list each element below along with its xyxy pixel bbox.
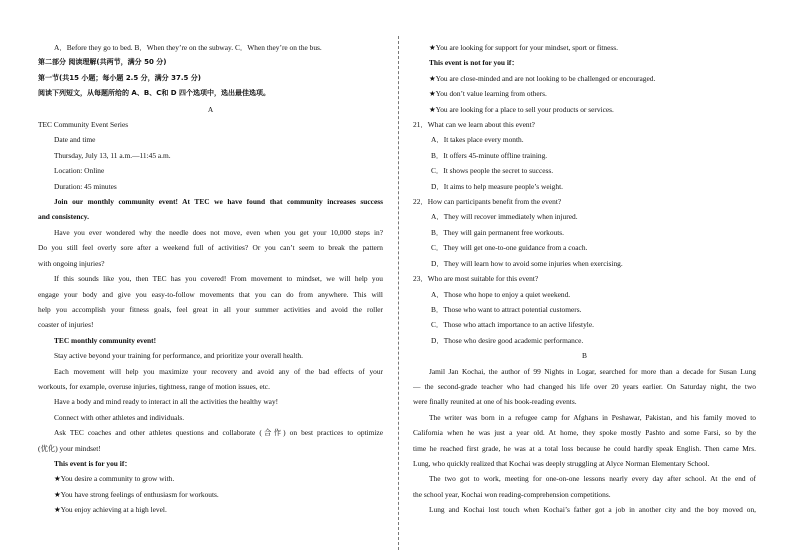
event-date: Thursday, July 13, 11 a.m.—11:45 a.m. bbox=[54, 150, 171, 160]
event-location: Location: Online bbox=[54, 166, 105, 176]
q21-option: B．It offers 45-minute offline training. bbox=[431, 150, 548, 160]
passage-letter-a: A bbox=[207, 104, 214, 114]
event-duration: Duration: 45 minutes bbox=[54, 181, 117, 191]
benefit-line-4: Connect with other athletes and individuals. bbox=[54, 412, 185, 422]
monthly-event-heading: TEC monthly community event! bbox=[54, 335, 157, 345]
q23-option: A．Those who hope to enjoy a quiet weekend. bbox=[431, 289, 571, 299]
q23-option: D．Those who desire good academic performance. bbox=[431, 335, 584, 345]
q21-option: C．It shows people the secret to success. bbox=[431, 166, 554, 176]
para2-line1: If this sounds like you, then TEC has you covered! From movement to mindset, we will help you bbox=[54, 274, 383, 284]
passage-letter-b: B bbox=[582, 351, 587, 361]
q22-option: D．They will learn how to avoid some injuries when exercising. bbox=[431, 258, 623, 268]
benefit-line-2a: Each movement will help you maximize your recovery and avoid any of the bad effects of your bbox=[54, 366, 383, 376]
passage-b-line: Lung and Kochai lost touch when Kochai’s father got a job in another city and the boy moved on, bbox=[429, 505, 756, 515]
section-one-heading: 第一节(共15 小题；每小题 2.5 分，满分 37.5 分) bbox=[38, 73, 201, 82]
part-two-heading: 第二部分 阅读理解(共两节，满分 50 分) bbox=[38, 58, 167, 67]
for-you-item: ★You are looking for support for your mindset, sport or fitness. bbox=[429, 43, 618, 52]
benefit-line-5a: Ask TEC coaches and other athletes questions and collaborate (合作) on best practices to optimize bbox=[54, 428, 383, 438]
for-you-heading: This event is for you if： bbox=[54, 458, 132, 468]
passage-b-line: were finally reunited at one of his book-reading events. bbox=[413, 397, 577, 407]
previous-question-options: A．Before they go to bed. B．When they’re on the subway. C．When they’re on the bus. bbox=[54, 43, 322, 52]
q21-option: A．It takes place every month. bbox=[431, 135, 524, 145]
passage-b-line: — the second-grade teacher who had changed his life over 20 years earlier. On Saturday night, the two bbox=[413, 381, 756, 391]
passage-b-line: the school year, Kochai won reading-comprehension competitions. bbox=[413, 489, 611, 499]
para1-line2: Do you still feel overly sore after a weekend full of activities? Or you can’t seem to break the pattern bbox=[38, 243, 383, 253]
passage-b-line: time he reached first grade, he was at a total loss because he could hardly speak English. Then came Mrs. bbox=[413, 443, 756, 453]
passage-b-line: California when he was just a year old. At home, they spoke mostly Pashto and some Farsi, so by the bbox=[413, 428, 756, 438]
join-line-2: and consistency. bbox=[38, 212, 89, 222]
question-23: 23．Who are most suitable for this event? bbox=[413, 274, 539, 284]
not-for-you-item: ★You don’t value learning from others. bbox=[429, 89, 547, 99]
q23-option: B．Those who want to attract potential customers. bbox=[431, 304, 582, 314]
benefit-line-1: Stay active beyond your training for performance, and prioritize your overall health. bbox=[54, 351, 303, 361]
date-heading: Date and time bbox=[54, 135, 96, 145]
para1-line1: Have you ever wondered why the needle does not move, even when you get your 10,000 steps in? bbox=[54, 227, 383, 237]
not-for-you-item: ★You are close-minded and are not looking to be challenged or encouraged. bbox=[429, 73, 656, 83]
q21-option: D．It aims to help measure people’s weight. bbox=[431, 181, 563, 191]
benefit-line-3: Have a body and mind ready to interact in all the activities the healthy way! bbox=[54, 397, 279, 407]
passage-b-line: The two got to work, meeting for one-on-one lessons nearly every day after school. At the end of bbox=[429, 474, 756, 484]
para2-line2: engage your body and give you easy-to-follow movements that you can do from anywhere. This will bbox=[38, 289, 383, 299]
question-21: 21．What can we learn about this event? bbox=[413, 120, 535, 130]
q22-option: C．They will get one-to-one guidance from a coach. bbox=[431, 243, 588, 253]
join-line-1: Join our monthly community event! At TEC we have found that community increases success bbox=[54, 197, 383, 207]
passage-b-line: The writer was born in a refugee camp for Afghans in Peshawar, Pakistan, and his family moved to bbox=[429, 412, 756, 422]
question-22: 22．How can participants benefit from the event? bbox=[413, 197, 562, 207]
event-series-title: TEC Community Event Series bbox=[38, 120, 129, 130]
para2-line4: coaster of injuries! bbox=[38, 320, 94, 330]
column-divider bbox=[398, 36, 399, 550]
benefit-line-5b: (优化) your mindset! bbox=[38, 443, 101, 453]
for-you-item: ★You desire a community to grow with. bbox=[54, 474, 175, 484]
for-you-item: ★You have strong feelings of enthusiasm for workouts. bbox=[54, 489, 219, 499]
not-for-you-heading: This event is not for you if： bbox=[429, 58, 519, 68]
not-for-you-item: ★You are looking for a place to sell your products or services. bbox=[429, 104, 614, 114]
benefit-line-2b: workouts, for example, overuse injuries, tightness, range of motion issues, etc. bbox=[38, 381, 270, 391]
passage-b-line: Jamil Jan Kochai, the author of 99 Nights in Logar, searched for more than a decade for Susan Lung bbox=[429, 366, 756, 376]
for-you-item: ★You enjoy achieving at a high level. bbox=[54, 505, 167, 515]
q23-option: C．Those who attach importance to an active lifestyle. bbox=[431, 320, 594, 330]
q22-option: B．They will gain permanent free workouts. bbox=[431, 227, 564, 237]
para1-line3: with ongoing injuries? bbox=[38, 258, 105, 268]
passage-b-line: Lung, who quickly realized that Kochai was deeply struggling at Alyce Norman Elementary School. bbox=[413, 458, 710, 468]
para2-line3: help you accomplish your fitness goals, feel great in all your summer activities and avoid the roller bbox=[38, 304, 383, 314]
q22-option: A．They will recover immediately when injured. bbox=[431, 212, 578, 222]
right-column bbox=[413, 40, 756, 518]
reading-instruction: 阅读下列短文，从每题所给的 A、B、C和 D 四个选项中，选出最佳选项。 bbox=[38, 89, 271, 98]
left-column bbox=[38, 40, 383, 518]
